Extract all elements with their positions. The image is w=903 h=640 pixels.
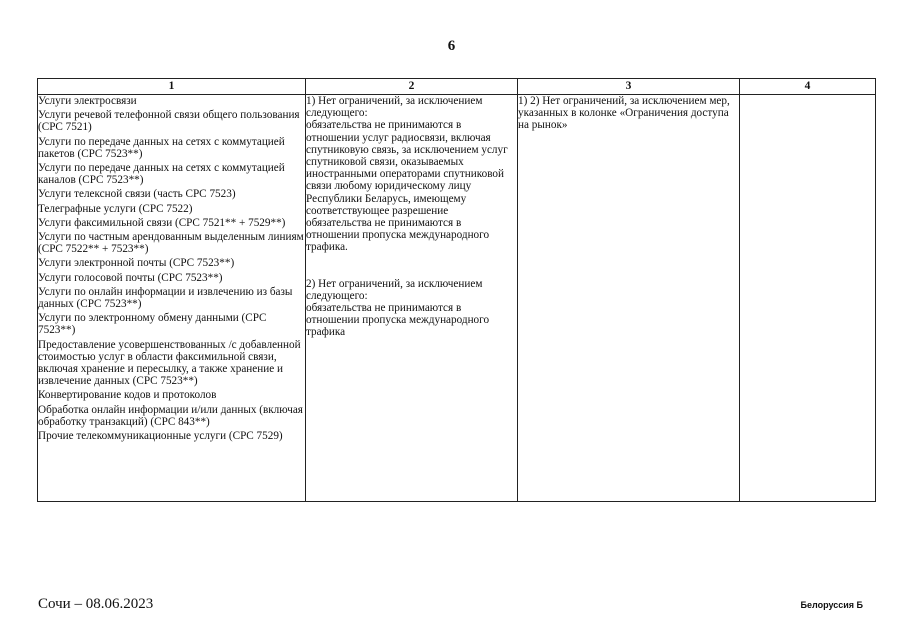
page-number: 6 xyxy=(447,38,456,54)
service-item: Услуги по передаче данных на сетях с коммутацией каналов (CPC 7523**) xyxy=(38,162,285,187)
service-item: Предоставление усовершенствованных /с добавленной стоимостью услуг в области факсимильной связи, включая хранение и пересылку, а также хранение и извлечение данных (CPC 7523**) xyxy=(38,338,301,388)
block1-text2: обязательства не принимаются в отношении пропуска международного трафика. xyxy=(306,217,490,254)
service-item: Конвертирование кодов и протоколов xyxy=(38,389,217,402)
column-header-1: 1 xyxy=(38,79,306,95)
service-item: Услуги по передаче данных на сетях с коммутацией пакетов (CPC 7523**) xyxy=(38,135,285,160)
block2-heading: 2) Нет ограничений, за исключением следующего: xyxy=(306,277,483,302)
service-item: Услуги электронной почты (CPC 7523**) xyxy=(38,257,235,270)
column-header-4: 4 xyxy=(740,79,876,95)
block1-text1: обязательства не принимаются в отношении услуг радиосвязи, включая спутниковую связь, за исключением услуг спутниковой связи, оказываемых иностранными операторами спутниковой связи любому юридическому лицу Республики Беларусь, имеющему соответствующее разрешение xyxy=(306,119,508,217)
column-header-2: 2 xyxy=(306,79,518,95)
commitments-table xyxy=(37,78,876,502)
block2-text: обязательства не принимаются в отношении пропуска международного трафика xyxy=(306,302,490,339)
footer-document-code: Белоруссия Б xyxy=(800,600,863,610)
service-item: Услуги голосовой почты (CPC 7523**) xyxy=(38,271,223,284)
block1-heading: 1) Нет ограничений, за исключением следующего: xyxy=(306,95,483,120)
service-item: Услуги факсимильной связи (CPC 7521** + 7529**) xyxy=(38,216,286,229)
service-item: Услуги по онлайн информации и извлечению из базы данных (CPC 7523**) xyxy=(38,285,293,311)
service-item: Услуги электросвязи xyxy=(38,95,137,107)
services-cell xyxy=(38,95,306,502)
service-item: Обработка онлайн информации и/или данных (включая обработку транзакций) (CPC 843**) xyxy=(38,403,303,428)
service-item: Услуги по частным арендованным выделенным линиям (CPC 7522** + 7523**) xyxy=(38,231,304,256)
national-treatment-cell xyxy=(518,95,740,502)
col3-text: 1) 2) Нет ограничений, за исключением мер, указанных в колонке «Ограничения доступа на рынок» xyxy=(518,95,730,132)
column-header-3: 3 xyxy=(518,79,740,95)
service-item: Услуги речевой телефонной связи общего пользования (CPC 7521) xyxy=(38,109,300,134)
table-row xyxy=(38,95,876,502)
service-item: Телеграфные услуги (CPC 7522) xyxy=(38,202,193,215)
footer-place-date: Сочи – 08.06.2023 xyxy=(38,596,154,612)
service-item: Услуги телексной связи (часть CPC 7523) xyxy=(38,188,236,201)
market-access-cell xyxy=(306,95,518,502)
table-header-row xyxy=(38,79,876,95)
service-item: Прочие телекоммуникационные услуги (CPC 7529) xyxy=(38,430,283,443)
additional-commitments-cell xyxy=(740,95,876,502)
service-item: Услуги по электронному обмену данными (CPC 7523**) xyxy=(38,312,267,337)
